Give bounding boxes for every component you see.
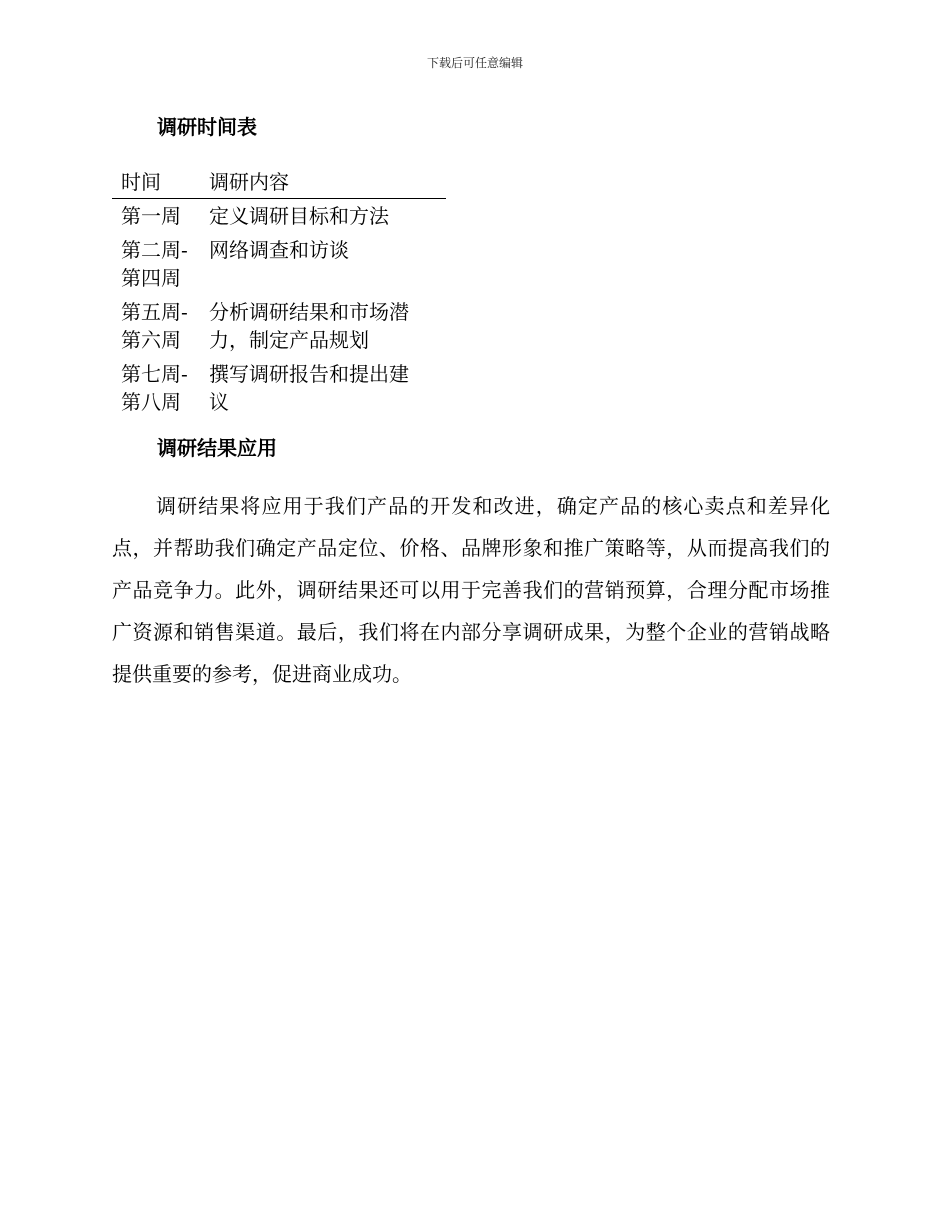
column-header-time: 时间 bbox=[121, 170, 161, 194]
table-header-row bbox=[112, 168, 446, 199]
body-paragraph: 调研结果将应用于我们产品的开发和改进，确定产品的核心卖点和差异化点，并帮助我们确定产品定位、价格、品牌形象和推广策略等，从而提高我们的产品竞争力。此外，调研结果还可以用于完善我们的营销预算，合理分配市场推广资源和销售渠道。最后，我们将在内部分享调研成果，为整个企业的营销战略提供重要的参考，促进商业成功。 bbox=[112, 494, 830, 686]
section-title-schedule: 调研时间表 bbox=[157, 115, 257, 139]
page-header: 下载后可任意编辑 bbox=[426, 56, 523, 70]
cell-time: 第一周 bbox=[121, 204, 181, 228]
table-row bbox=[112, 357, 446, 419]
cell-time: 第七周- 第八周 bbox=[121, 362, 188, 414]
table-row bbox=[112, 295, 446, 357]
cell-content: 定义调研目标和方法 bbox=[209, 204, 389, 228]
cell-content: 网络调查和访谈 bbox=[209, 238, 349, 262]
section-title-application: 调研结果应用 bbox=[157, 436, 277, 460]
column-header-content: 调研内容 bbox=[209, 170, 289, 194]
cell-content: 撰写调研报告和提出建 议 bbox=[209, 362, 409, 414]
schedule-table bbox=[112, 168, 446, 419]
table-row bbox=[112, 199, 446, 234]
cell-time: 第二周- 第四周 bbox=[121, 238, 188, 290]
cell-time: 第五周- 第六周 bbox=[121, 300, 188, 352]
cell-content: 分析调研结果和市场潜 力，制定产品规划 bbox=[209, 300, 409, 352]
table-row bbox=[112, 233, 446, 295]
